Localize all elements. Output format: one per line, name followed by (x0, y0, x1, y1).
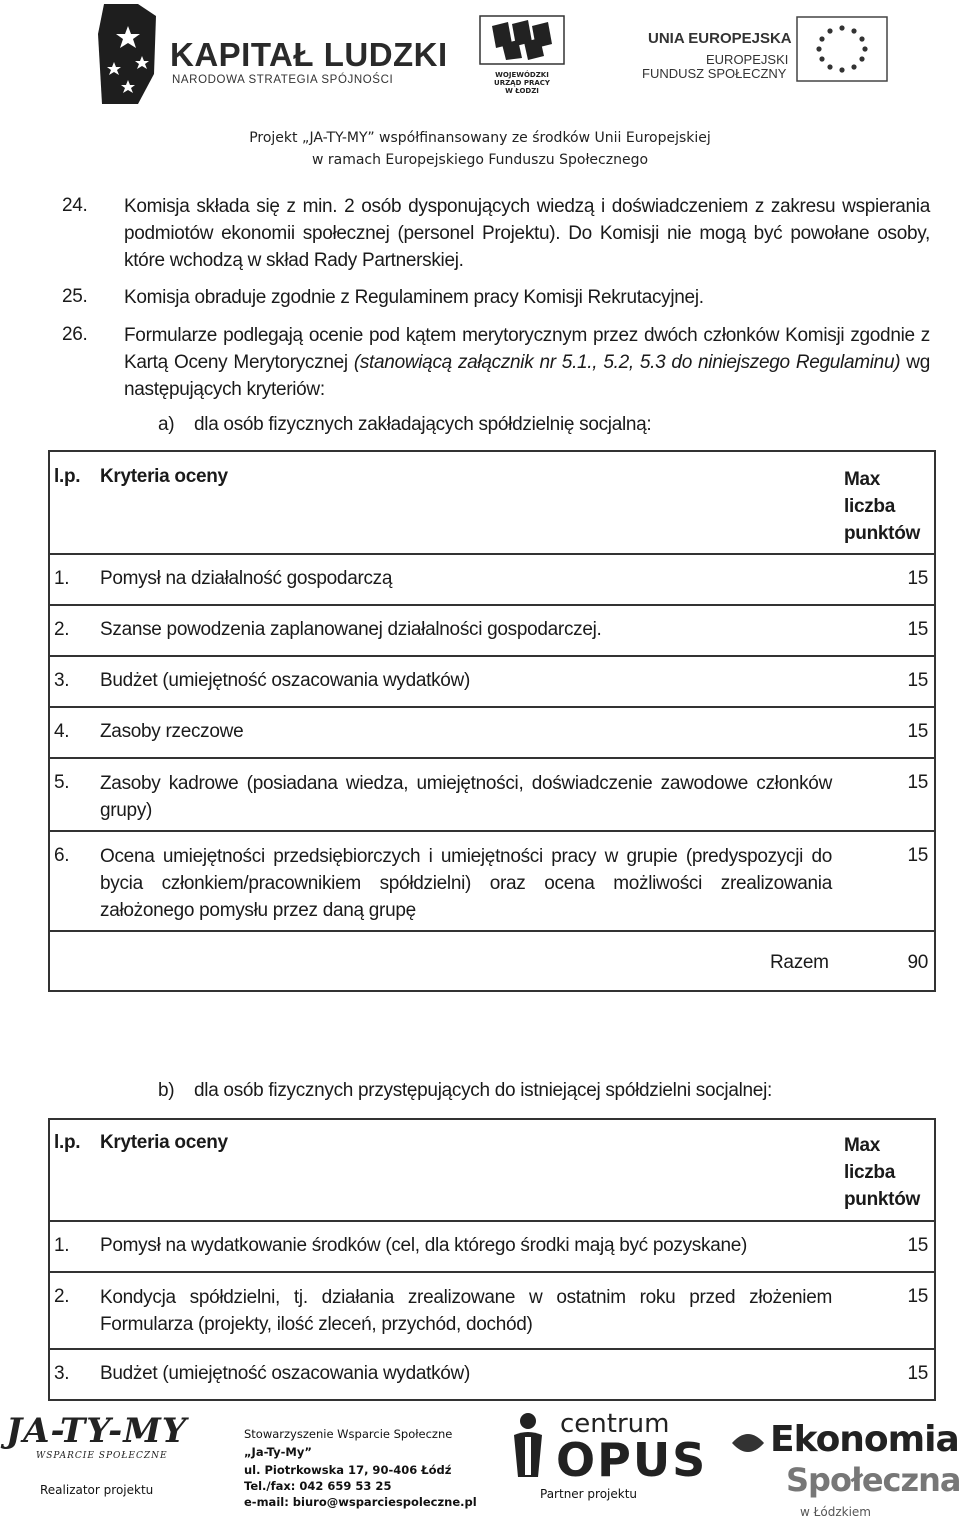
project-line-1: Projekt „JA-TY-MY” współfinansowany ze środków Unii Europejskiej (249, 130, 711, 146)
row-lp: 1. (54, 1235, 70, 1256)
table-b-header (48, 1118, 936, 1222)
row-criteria: Kondycja spółdzielni, tj. działania zrealizowane w ostatnim roku przed złożeniem Formularza (projekty, ilość zleceń, przychód, dochód) (100, 1287, 832, 1335)
point-24-number: 24. (62, 195, 88, 216)
row-max: 15 (907, 670, 928, 691)
table-a-col-criteria: Kryteria oceny (100, 466, 228, 487)
point-26-text-before: Formularze podlegają ocenie pod kątem merytorycznym przez dwóch członków Komisji zgodnie z Kartą Oceny Merytorycznej (124, 325, 930, 373)
wup-lodz-logo (478, 14, 566, 95)
wup-line-3: W ŁODZI (505, 87, 539, 95)
table-a-header (48, 450, 936, 555)
kapital-ludzki-title: KAPITAŁ LUDZKI (170, 36, 448, 73)
realizator-label: Realizator projektu (40, 1483, 154, 1497)
ue-title: UNIA EUROPEJSKA (648, 30, 792, 47)
ekonomia-mark-icon (728, 1423, 768, 1463)
row-criteria: Pomysł na działalność gospodarczą (100, 568, 393, 589)
section-b-label: b) (158, 1080, 175, 1101)
row-lp: 6. (54, 845, 70, 866)
table-row (48, 832, 936, 932)
jatymy-logo: JA-TY-MY (6, 1411, 188, 1451)
table-b-col-lp: l.p. (54, 1132, 81, 1153)
table-row (48, 555, 936, 606)
project-line-2: w ramach Europejskiego Funduszu Społecznego (311, 152, 649, 168)
opus-figure-icon (508, 1411, 548, 1481)
ekonomia-2: Społeczna (786, 1461, 960, 1499)
row-max: 15 (907, 619, 928, 640)
section-a-label: a) (158, 414, 175, 435)
section-a-title: dla osób fizycznych zakładających spółdzielnię socjalną: (194, 414, 652, 435)
ekonomia-3: w Łódzkiem (800, 1505, 871, 1519)
section-b-title: dla osób fizycznych przystępujących do istniejącej spółdzielni socjalnej: (194, 1080, 772, 1101)
total-value: 90 (907, 952, 928, 973)
table-row (48, 657, 936, 708)
point-25-number: 25. (62, 286, 88, 307)
org-email: e-mail: biuro@wsparciespoleczne.pl (244, 1495, 477, 1509)
page-footer (0, 1405, 960, 1527)
opus-main: OPUS (556, 1433, 708, 1487)
table-row (48, 1350, 936, 1401)
row-criteria: Ocena umiejętności przedsiębiorczych i umiejętności pracy w grupie (predyspozycji do bycia członkiem/pracownikiem spółdzielni) oraz ocena możliwości zrealizowania założonego pomysłu przez daną grupę (100, 846, 832, 921)
row-criteria: Budżet (umiejętność oszacowania wydatków) (100, 1363, 470, 1384)
row-lp: 3. (54, 1363, 70, 1384)
table-row (48, 1273, 936, 1350)
wup-line-2: URZĄD PRACY (494, 79, 550, 87)
table-row (48, 708, 936, 759)
row-max: 15 (907, 568, 928, 589)
table-row (48, 606, 936, 657)
eu-flag-icon (796, 16, 888, 82)
row-criteria: Szanse powodzenia zaplanowanej działalności gospodarczej. (100, 619, 602, 640)
row-lp: 1. (54, 568, 70, 589)
row-lp: 2. (54, 1286, 70, 1307)
row-criteria: Pomysł na wydatkowanie środków (cel, dla którego środki mają być pozyskane) (100, 1235, 748, 1256)
table-row (48, 759, 936, 832)
row-lp: 5. (54, 772, 70, 793)
org-name: Stowarzyszenie Wsparcie Społeczne (244, 1427, 453, 1441)
kapital-ludzki-subtitle: NARODOWA STRATEGIA SPÓJNOŚCI (172, 74, 394, 86)
row-lp: 3. (54, 670, 70, 691)
row-lp: 4. (54, 721, 70, 742)
point-24-text: Komisja składa się z min. 2 osób dysponujących wiedzą i doświadczeniem z zakresu wspierania podmiotów ekonomii społecznej (personel Projektu). Do Komisji nie mogą być powołane osoby, które wchodzą w skład Rady Partnerskiej. (124, 196, 930, 271)
row-criteria: Zasoby kadrowe (posiadana wiedza, umiejętności, doświadczenie zawodowe członków grupy) (100, 773, 832, 821)
org-address: ul. Piotrkowska 17, 90-406 Łódź (244, 1463, 452, 1477)
point-26-number: 26. (62, 324, 88, 345)
row-criteria: Zasoby rzeczowe (100, 721, 244, 742)
table-b-col-max: Max liczba punktów (844, 1135, 920, 1210)
row-max: 15 (907, 845, 928, 866)
table-b-col-criteria: Kryteria oceny (100, 1132, 228, 1153)
ekonomia-1: Ekonomia (770, 1419, 959, 1460)
kapital-ludzki-emblem (98, 4, 160, 104)
org-phone: Tel./fax: 042 659 53 25 (244, 1479, 392, 1493)
table-a-col-lp: l.p. (54, 466, 81, 487)
table-a-col-max: Max liczba punktów (844, 469, 920, 544)
ue-sub-2: FUNDUSZ SPOŁECZNY (642, 66, 787, 81)
page-header (0, 0, 960, 175)
table-total-row (48, 932, 936, 992)
point-26-text (124, 322, 930, 403)
row-criteria: Budżet (umiejętność oszacowania wydatków) (100, 670, 470, 691)
row-max: 15 (907, 772, 928, 793)
partner-label: Partner projektu (540, 1487, 638, 1501)
wup-line-1: WOJEWÓDZKI (495, 71, 549, 79)
jatymy-logo-sub: WSPARCIE SPOŁECZNE (36, 1451, 168, 1461)
total-label: Razem (770, 952, 829, 973)
ue-sub-1: EUROPEJSKI (706, 52, 789, 67)
row-max: 15 (907, 1363, 928, 1384)
row-max: 15 (907, 721, 928, 742)
point-26-text-italic: (stanowiącą załącznik nr 5.1., 5.2, 5.3 do niniejszego Regulaminu) (353, 352, 901, 373)
row-lp: 2. (54, 619, 70, 640)
table-row (48, 1222, 936, 1273)
row-max: 15 (907, 1286, 928, 1307)
point-25-text: Komisja obraduje zgodnie z Regulaminem pracy Komisji Rekrutacyjnej. (124, 287, 704, 308)
point-26-text-after: wg następujących kryteriów: (124, 352, 930, 400)
opus-top: centrum (560, 1409, 670, 1439)
org-short: „Ja-Ty-My” (244, 1445, 312, 1459)
row-max: 15 (907, 1235, 928, 1256)
